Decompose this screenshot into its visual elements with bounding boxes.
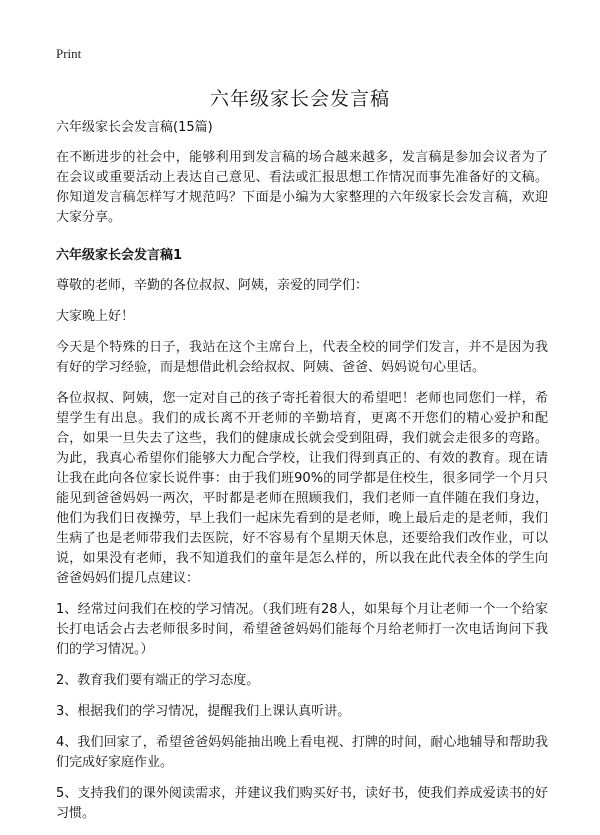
suggestion-item: 5、支持我们的课外阅读需求，并建议我们购买好书，读好书，使我们养成爱读书的好习惯。 (56, 786, 548, 821)
print-link[interactable]: Print (56, 46, 82, 61)
body-paragraph: 各位叔叔、阿姨，您一定对自己的孩子寄托着很大的希望吧！老师也同您们一样，希望学生有出息。我们的成长离不开老师的辛勤培育，更离不开您们的精心爱护和配合，如果一旦失去了这些，我们的健康成长就会受到阻碍，我们就会走很多的弯路。为此，我真心希望你们能够大力配合学校，让我们得到真正的、有效的教育。现在请让我在此向各位家长说件事：由于我们班90%的同学都是住校生，很多同学一个月只能见到爸爸妈妈一两次，平时都是老师在照顾我们，我们老师一直伴随在我们身边，他们为我们日夜操劳，早上我们一起床先看到的是老师，晚上最后走的是老师，我们生病了也是老师带我们去医院，好不容易有个星期天休息，还要给我们改作业，可以说，如果没有老师，我不知道我们的童年是怎么样的，所以我在此代表全体的学生向爸爸妈妈们提几点建议： (56, 391, 548, 586)
document-body (56, 118, 548, 835)
salutation-paragraph: 大家晚上好！ (56, 309, 135, 324)
intro-paragraph: 在不断进步的社会中，能够利用到发言稿的场合越来越多，发言稿是参加会议者为了在会议或重要活动上表达自己意见、看法或汇报思想工作情况而事先准备好的文稿。你知道发言稿怎样写才规范吗？下面是小编为大家整理的六年级家长会发言稿，欢迎大家分享。 (56, 150, 548, 225)
section-heading: 六年级家长会发言稿1 (56, 248, 183, 263)
greeting-paragraph: 尊敬的老师，辛勤的各位叔叔、阿姨，亲爱的同学们： (56, 278, 369, 293)
suggestion-item: 4、我们回家了，希望爸爸妈妈能抽出晚上看电视、打牌的时间，耐心地辅导和帮助我们完成好家庭作业。 (56, 735, 548, 770)
suggestion-item: 3、根据我们的学习情况，提醒我们上课认真听讲。 (56, 704, 351, 719)
document-title: 六年级家长会发言稿 (209, 88, 390, 110)
suggestion-item: 2、教育我们要有端正的学习态度。 (56, 673, 260, 688)
body-paragraph: 今天是个特殊的日子，我站在这个主席台上，代表全校的同学们发言，并不是因为我有好的学习经验，而是想借此机会给叔叔、阿姨、爸爸、妈妈说句心里话。 (56, 340, 548, 375)
suggestion-item: 1、经常过问我们在校的学习情况。（我们班有28人，如果每个月让老师一个一个给家长打电话会占去老师很多时间，希望爸爸妈妈们能每个月给老师打一次电话询问下我们的学习情况。） (56, 602, 548, 657)
document-subtitle: 六年级家长会发言稿(15篇) (56, 120, 213, 135)
